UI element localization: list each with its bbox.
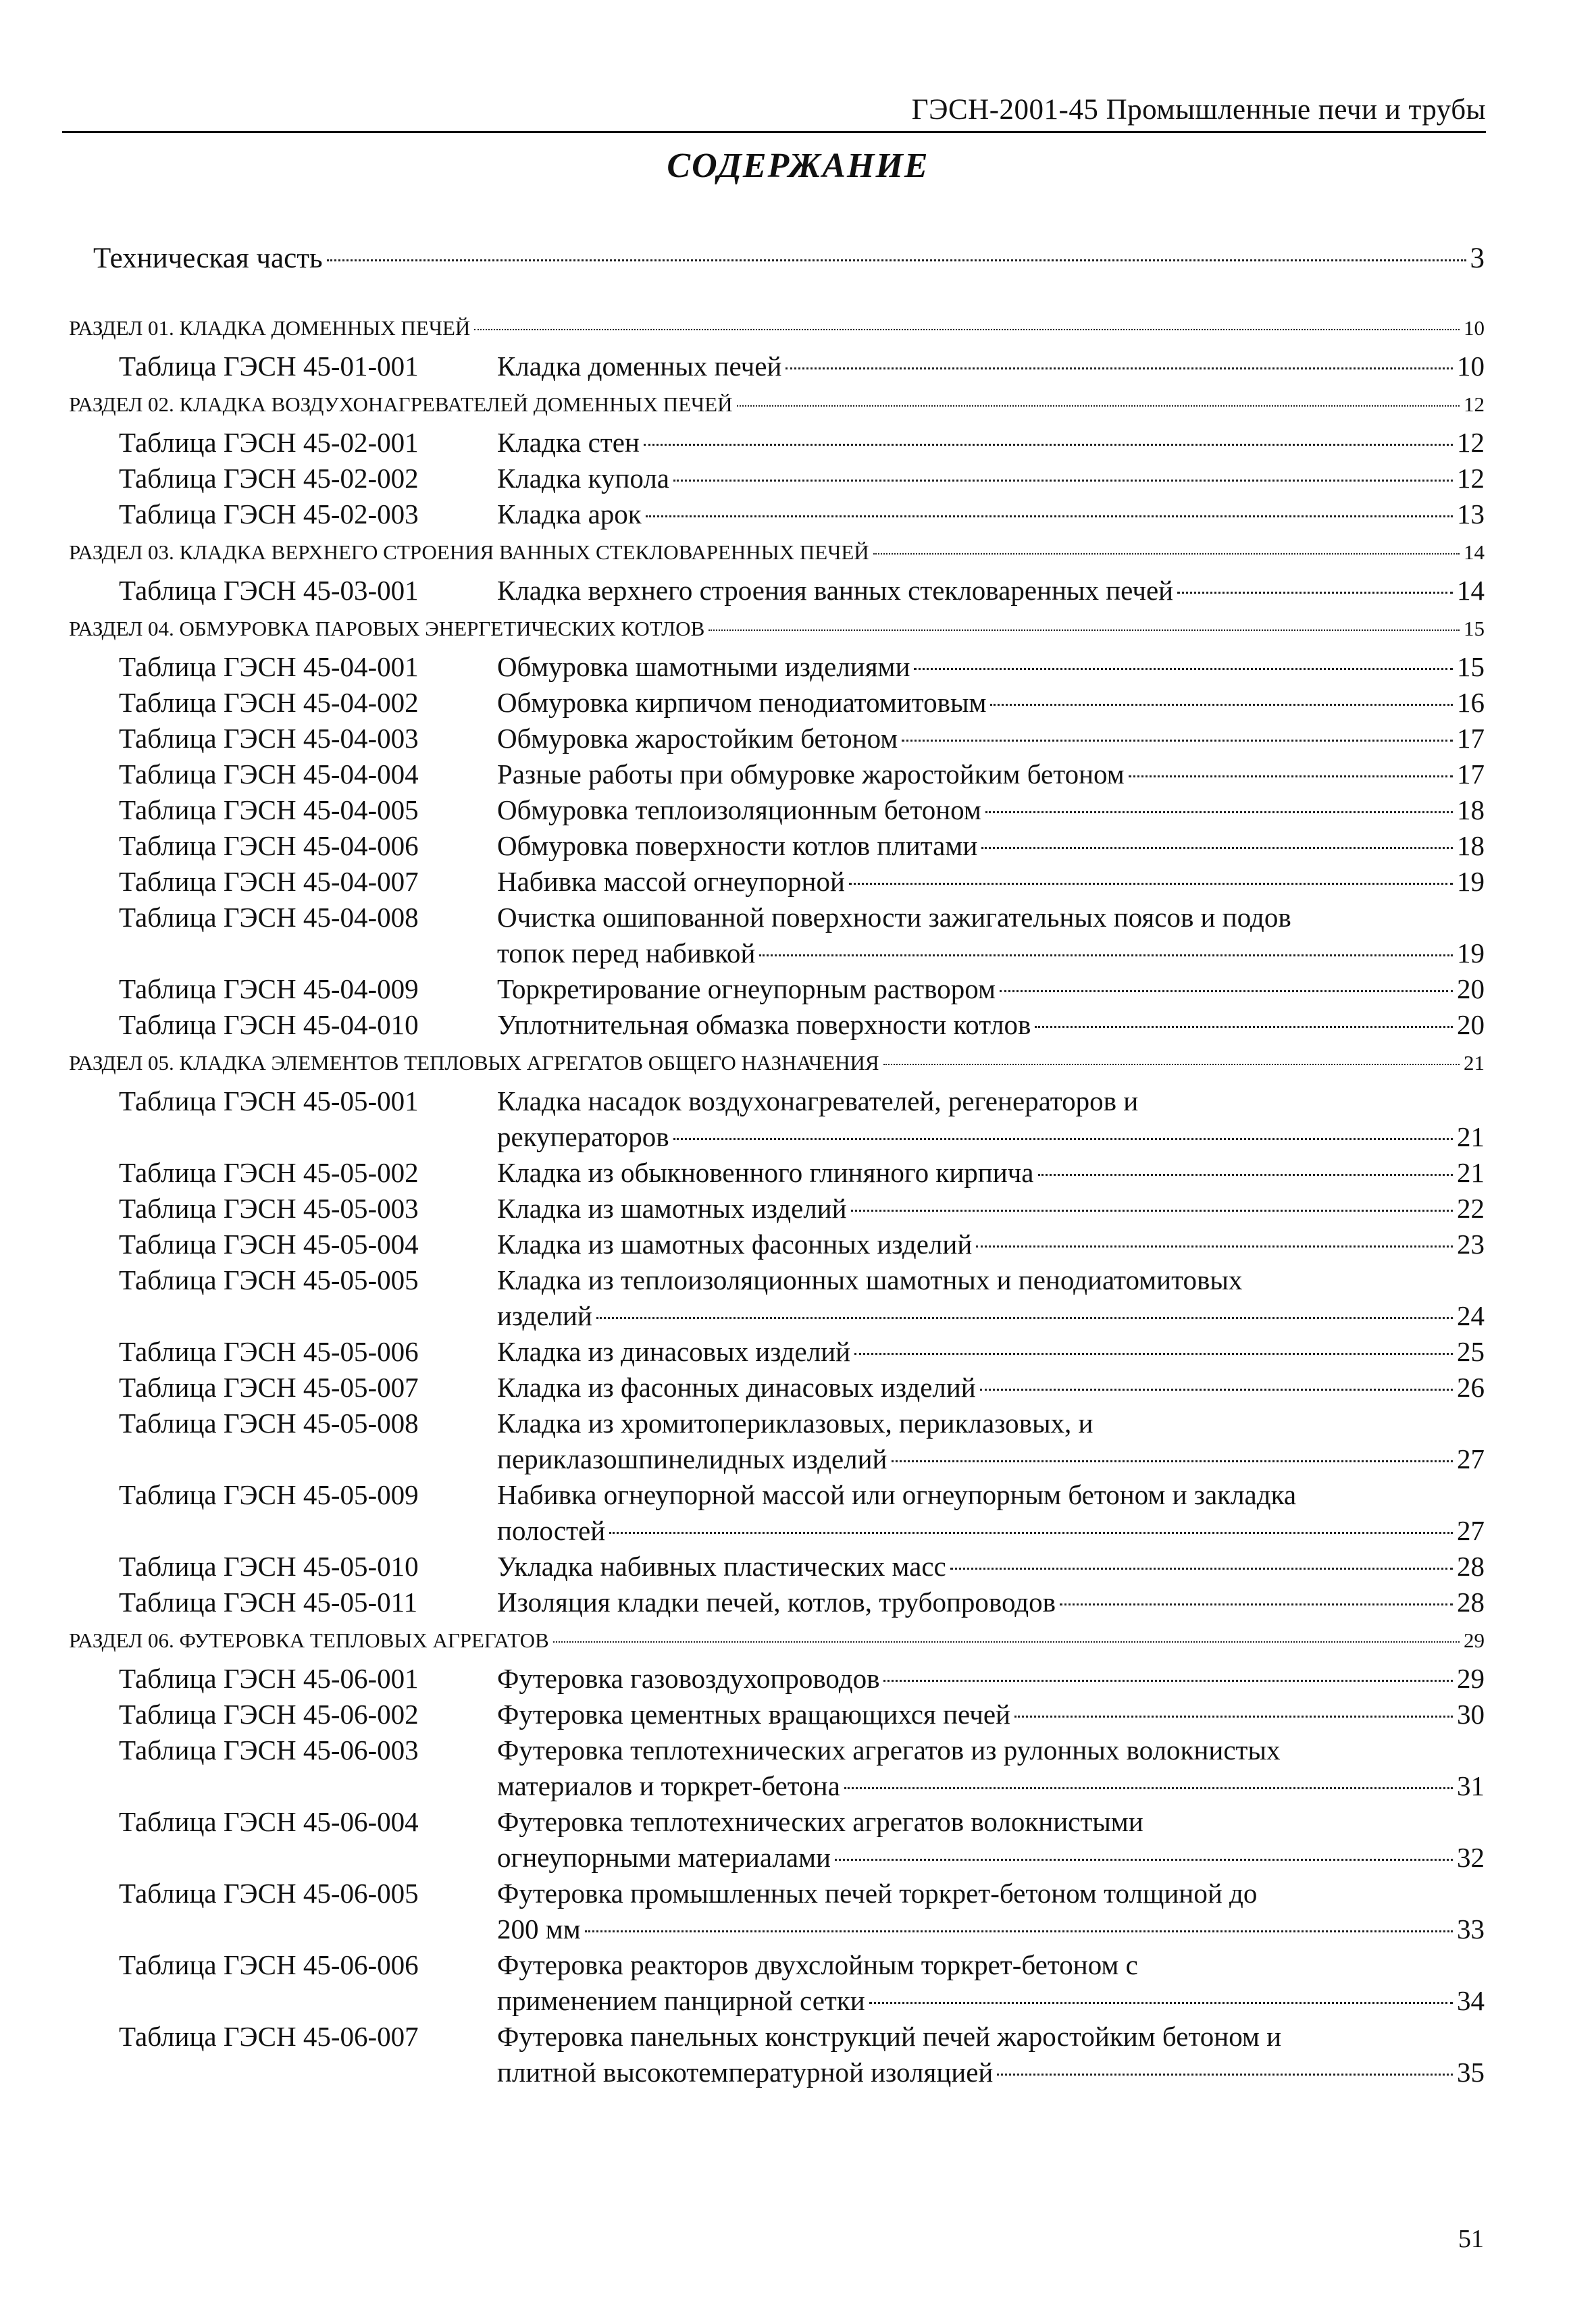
entry-body	[497, 792, 1485, 828]
entry-page: 20	[1457, 1009, 1485, 1040]
entry-title: полостей	[497, 1515, 606, 1546]
entry-body	[497, 1585, 1485, 1620]
entry-title-first-line: Футеровка реакторов двухслойным торкрет-бетоном с	[497, 1949, 1138, 1980]
entry-body	[497, 1876, 1485, 1947]
entry-page: 31	[1457, 1770, 1485, 1801]
section-page: 14	[1464, 540, 1485, 564]
toc-entry[interactable]	[69, 721, 1485, 756]
table-code: Таблица ГЭСН 45-05-006	[119, 1336, 419, 1367]
entry-title: Кладка из обыкновенного глиняного кирпича	[497, 1157, 1034, 1188]
entry-page: 28	[1457, 1551, 1485, 1582]
table-code: Таблица ГЭСН 45-02-002	[119, 463, 419, 494]
toc-section-heading[interactable]	[69, 392, 1485, 425]
dot-leader	[883, 1064, 1460, 1065]
dot-leader	[644, 444, 1453, 446]
section-page: 29	[1464, 1628, 1485, 1652]
dot-leader	[1060, 1603, 1453, 1605]
entry-page: 35	[1457, 2057, 1485, 2088]
toc-section-heading[interactable]	[69, 316, 1485, 349]
entry-page: 18	[1457, 794, 1485, 825]
entry-title: Обмуровка поверхности котлов плитами	[497, 830, 978, 861]
entry-title: Укладка набивных пластических масс	[497, 1551, 946, 1582]
dot-leader	[985, 811, 1453, 813]
entry-body	[497, 1370, 1485, 1406]
toc-intro-page: 3	[1470, 242, 1485, 274]
entry-title: плитной высокотемпературной изоляцией	[497, 2057, 994, 2088]
entry-page: 27	[1457, 1443, 1485, 1474]
entry-page: 19	[1457, 866, 1485, 897]
table-code: Таблица ГЭСН 45-05-005	[119, 1264, 419, 1295]
entry-body	[497, 828, 1485, 864]
entry-title-first-line: Кладка из теплоизоляционных шамотных и пенодиатомитовых	[497, 1264, 1243, 1295]
entry-title: материалов и торкрет-бетона	[497, 1770, 840, 1801]
toc-entry[interactable]	[69, 1697, 1485, 1732]
entry-title: Кладка верхнего строения ванных стекловаренных печей	[497, 575, 1174, 606]
table-code: Таблица ГЭСН 45-06-003	[119, 1734, 419, 1766]
table-code: Таблица ГЭСН 45-05-003	[119, 1193, 419, 1224]
dot-leader	[1000, 990, 1453, 992]
section-page: 15	[1464, 617, 1485, 640]
entry-body	[497, 1155, 1485, 1191]
section-title: РАЗДЕЛ 04. ОБМУРОВКА ПАРОВЫХ ЭНЕРГЕТИЧЕСКИХ КОТЛОВ	[69, 617, 705, 640]
dot-leader	[786, 367, 1453, 369]
dot-leader	[474, 329, 1460, 330]
dot-leader	[585, 1930, 1453, 1932]
entry-body	[497, 1549, 1485, 1585]
entry-body	[497, 1804, 1485, 1876]
table-code: Таблица ГЭСН 45-02-003	[119, 498, 419, 530]
table-code: Таблица ГЭСН 45-04-002	[119, 687, 419, 718]
entry-body	[497, 864, 1485, 900]
entry-body	[497, 2019, 1485, 2090]
entry-body	[497, 685, 1485, 721]
running-header: ГЭСН-2001-45 Промышленные печи и трубы	[911, 94, 1486, 126]
section-title: РАЗДЕЛ 05. КЛАДКА ЭЛЕМЕНТОВ ТЕПЛОВЫХ АГРЕГАТОВ ОБЩЕГО НАЗНАЧЕНИЯ	[69, 1051, 879, 1075]
dot-leader	[851, 1210, 1453, 1212]
dot-leader	[673, 1138, 1453, 1140]
entry-title: Кладка из фасонных динасовых изделий	[497, 1372, 976, 1403]
entry-body	[497, 721, 1485, 756]
entry-body	[497, 1697, 1485, 1732]
dot-leader	[1014, 1716, 1453, 1718]
entry-page: 14	[1457, 575, 1485, 606]
table-code: Таблица ГЭСН 45-02-001	[119, 427, 419, 458]
entry-title: Обмуровка жаростойким бетоном	[497, 723, 898, 754]
entry-title: изделий	[497, 1300, 592, 1331]
table-code: Таблица ГЭСН 45-04-005	[119, 794, 419, 825]
dot-leader	[869, 2002, 1453, 2004]
dot-leader	[980, 1389, 1453, 1391]
table-code: Таблица ГЭСН 45-04-010	[119, 1009, 419, 1040]
entry-page: 21	[1457, 1157, 1485, 1188]
table-code: Таблица ГЭСН 45-04-003	[119, 723, 419, 754]
table-code: Таблица ГЭСН 45-05-009	[119, 1479, 419, 1510]
dot-leader	[950, 1568, 1453, 1570]
toc-entry[interactable]	[69, 756, 1485, 792]
entry-page: 23	[1457, 1229, 1485, 1260]
table-code: Таблица ГЭСН 45-05-002	[119, 1157, 419, 1188]
toc-entry[interactable]	[69, 1876, 1485, 1947]
entry-title: Кладка арок	[497, 498, 642, 530]
entry-title-first-line: Футеровка теплотехнических агрегатов волокнистыми	[497, 1806, 1143, 1837]
entry-title: Обмуровка шамотными изделиями	[497, 651, 910, 682]
entry-title: Обмуровка кирпичом пенодиатомитовым	[497, 687, 987, 718]
entry-body	[497, 1227, 1485, 1262]
table-code: Таблица ГЭСН 45-03-001	[119, 575, 419, 606]
table-code: Таблица ГЭСН 45-06-005	[119, 1878, 419, 1909]
toc-entry[interactable]	[69, 2019, 1485, 2090]
entry-body	[497, 573, 1485, 609]
dot-leader	[709, 629, 1460, 631]
entry-page: 26	[1457, 1372, 1485, 1403]
toc-entry[interactable]	[69, 1732, 1485, 1804]
entry-page: 22	[1457, 1193, 1485, 1224]
dot-leader	[914, 668, 1453, 670]
dot-leader	[883, 1680, 1453, 1682]
dot-leader	[892, 1460, 1453, 1462]
entry-title: Кладка купола	[497, 463, 670, 494]
dot-leader	[327, 259, 1466, 261]
entry-page: 16	[1457, 687, 1485, 718]
toc-entry[interactable]	[69, 1227, 1485, 1262]
toc-entry[interactable]	[69, 685, 1485, 721]
toc-entry[interactable]	[69, 1477, 1485, 1549]
entry-title-first-line: Футеровка промышленных печей торкрет-бетоном толщиной до	[497, 1878, 1258, 1909]
toc-section-heading[interactable]	[69, 1628, 1485, 1661]
page-title: СОДЕРЖАНИЕ	[667, 147, 929, 185]
entry-body	[497, 1007, 1485, 1043]
toc-entry[interactable]	[69, 496, 1485, 532]
toc-entry[interactable]	[69, 864, 1485, 900]
entry-page: 18	[1457, 830, 1485, 861]
toc-intro-entry[interactable]	[93, 242, 1485, 284]
table-code: Таблица ГЭСН 45-05-007	[119, 1372, 419, 1403]
entry-body	[497, 496, 1485, 532]
table-code: Таблица ГЭСН 45-05-010	[119, 1551, 419, 1582]
entry-title: Торкретирование огнеупорным раствором	[497, 973, 996, 1004]
dot-leader	[737, 405, 1460, 407]
entry-title-first-line: Очистка ошипованной поверхности зажигательных поясов и подов	[497, 902, 1291, 933]
entry-body	[497, 349, 1485, 384]
dot-leader	[1035, 1026, 1453, 1028]
toc-entry[interactable]	[69, 1334, 1485, 1370]
entry-title: Набивка массой огнеупорной	[497, 866, 845, 897]
dot-leader	[646, 515, 1453, 517]
entry-body	[497, 425, 1485, 461]
entry-title: Кладка из динасовых изделий	[497, 1336, 851, 1367]
entry-page: 33	[1457, 1913, 1485, 1945]
entry-title: Кладка из шамотных фасонных изделий	[497, 1229, 973, 1260]
toc-entry[interactable]	[69, 1661, 1485, 1697]
dot-leader	[990, 704, 1453, 706]
table-code: Таблица ГЭСН 45-04-009	[119, 973, 419, 1004]
table-code: Таблица ГЭСН 45-04-006	[119, 830, 419, 861]
page-number: 51	[1458, 2225, 1484, 2253]
toc-entry[interactable]	[69, 1007, 1485, 1043]
section-title: РАЗДЕЛ 02. КЛАДКА ВОЗДУХОНАГРЕВАТЕЛЕЙ ДОМЕННЫХ ПЕЧЕЙ	[69, 392, 733, 416]
entry-page: 17	[1457, 759, 1485, 790]
entry-title: Разные работы при обмуровке жаростойким бетоном	[497, 759, 1125, 790]
dot-leader	[849, 883, 1453, 885]
toc-section-heading[interactable]	[69, 540, 1485, 573]
entry-title: Обмуровка теплоизоляционным бетоном	[497, 794, 981, 825]
dot-leader	[854, 1353, 1453, 1355]
entry-page: 20	[1457, 973, 1485, 1004]
entry-page: 12	[1457, 463, 1485, 494]
toc-entry[interactable]	[69, 792, 1485, 828]
dot-leader	[759, 954, 1453, 956]
entry-title-first-line: Набивка огнеупорной массой или огнеупорным бетоном и закладка	[497, 1479, 1297, 1510]
entry-title: топок перед набивкой	[497, 937, 756, 969]
table-code: Таблица ГЭСН 45-06-002	[119, 1699, 419, 1730]
entry-title: Кладка из шамотных изделий	[497, 1193, 847, 1224]
table-code: Таблица ГЭСН 45-04-001	[119, 651, 419, 682]
entry-title: применением панцирной сетки	[497, 1985, 865, 2016]
entry-body	[497, 1334, 1485, 1370]
dot-leader	[596, 1317, 1453, 1319]
entry-title: Кладка доменных печей	[497, 351, 782, 382]
entry-title: огнеупорными материалами	[497, 1842, 831, 1873]
dot-leader	[902, 740, 1453, 742]
table-code: Таблица ГЭСН 45-04-008	[119, 902, 419, 933]
toc-section-heading[interactable]	[69, 617, 1485, 649]
header-rule	[62, 131, 1486, 133]
table-code: Таблица ГЭСН 45-04-004	[119, 759, 419, 790]
table-of-contents	[69, 242, 1485, 2090]
section-page: 10	[1464, 316, 1485, 340]
entry-page: 21	[1457, 1121, 1485, 1152]
dot-leader	[553, 1641, 1460, 1643]
entry-body	[497, 1947, 1485, 2019]
entry-title-first-line: Кладка из хромитопериклазовых, периклазовых, и	[497, 1408, 1093, 1439]
entry-title: 200 мм	[497, 1913, 581, 1945]
table-code: Таблица ГЭСН 45-06-006	[119, 1949, 419, 1980]
entry-body	[497, 900, 1485, 971]
toc-entry[interactable]	[69, 649, 1485, 685]
entry-body	[497, 1191, 1485, 1227]
dot-leader	[844, 1787, 1453, 1789]
entry-body	[497, 1477, 1485, 1549]
entry-page: 34	[1457, 1985, 1485, 2016]
table-code: Таблица ГЭСН 45-01-001	[119, 351, 419, 382]
entry-page: 28	[1457, 1587, 1485, 1618]
entry-page: 25	[1457, 1336, 1485, 1367]
entry-title: рекуператоров	[497, 1121, 669, 1152]
entry-page: 24	[1457, 1300, 1485, 1331]
entry-body	[497, 1732, 1485, 1804]
toc-entry[interactable]	[69, 828, 1485, 864]
toc-entry[interactable]	[69, 1083, 1485, 1155]
dot-leader	[997, 2074, 1453, 2076]
table-code: Таблица ГЭСН 45-04-007	[119, 866, 419, 897]
entry-page: 12	[1457, 427, 1485, 458]
table-code: Таблица ГЭСН 45-05-001	[119, 1085, 419, 1116]
toc-entry[interactable]	[69, 900, 1485, 971]
entry-page: 27	[1457, 1515, 1485, 1546]
dot-leader	[1038, 1174, 1453, 1176]
dot-leader	[981, 847, 1453, 849]
entry-body	[497, 1083, 1485, 1155]
entry-title: Футеровка цементных вращающихся печей	[497, 1699, 1010, 1730]
toc-entry[interactable]	[69, 1370, 1485, 1406]
entry-title: Кладка стен	[497, 427, 640, 458]
entry-title: Уплотнительная обмазка поверхности котлов	[497, 1009, 1031, 1040]
section-page: 12	[1464, 392, 1485, 416]
toc-entry[interactable]	[69, 1585, 1485, 1620]
entry-page: 13	[1457, 498, 1485, 530]
entry-page: 10	[1457, 351, 1485, 382]
entry-page: 29	[1457, 1663, 1485, 1694]
entry-body	[497, 971, 1485, 1007]
dot-leader	[976, 1245, 1453, 1248]
toc-entry[interactable]	[69, 425, 1485, 461]
toc-entry[interactable]	[69, 573, 1485, 609]
toc-entry[interactable]	[69, 1549, 1485, 1585]
toc-entry[interactable]	[69, 1262, 1485, 1334]
entry-title-first-line: Кладка насадок воздухонагревателей, регенераторов и	[497, 1085, 1139, 1116]
toc-entry[interactable]	[69, 1155, 1485, 1191]
entry-page: 19	[1457, 937, 1485, 969]
dot-leader	[1177, 592, 1453, 594]
toc-entry[interactable]	[69, 971, 1485, 1007]
entry-title-first-line: Футеровка панельных конструкций печей жаростойким бетоном и	[497, 2021, 1282, 2052]
toc-entry[interactable]	[69, 1191, 1485, 1227]
table-code: Таблица ГЭСН 45-06-004	[119, 1806, 419, 1837]
dot-leader	[835, 1859, 1453, 1861]
entry-title: Футеровка газовоздухопроводов	[497, 1663, 880, 1694]
entry-title: Изоляция кладки печей, котлов, трубопроводов	[497, 1587, 1056, 1618]
toc-entry[interactable]	[69, 461, 1485, 496]
table-code: Таблица ГЭСН 45-05-011	[119, 1587, 418, 1618]
entry-body	[497, 461, 1485, 496]
entry-body	[497, 649, 1485, 685]
entry-body	[497, 1406, 1485, 1477]
entry-title-first-line: Футеровка теплотехнических агрегатов из рулонных волокнистых	[497, 1734, 1281, 1766]
entry-page: 17	[1457, 723, 1485, 754]
toc-section-heading[interactable]	[69, 1051, 1485, 1083]
table-code: Таблица ГЭСН 45-05-004	[119, 1229, 419, 1260]
toc-entry[interactable]	[69, 1804, 1485, 1876]
entry-title: периклазошпинелидных изделий	[497, 1443, 887, 1474]
toc-entry[interactable]	[69, 349, 1485, 384]
entry-page: 15	[1457, 651, 1485, 682]
dot-leader	[673, 480, 1453, 482]
entry-body	[497, 1661, 1485, 1697]
toc-entry[interactable]	[69, 1406, 1485, 1477]
table-code: Таблица ГЭСН 45-06-007	[119, 2021, 419, 2052]
entry-page: 30	[1457, 1699, 1485, 1730]
toc-entry[interactable]	[69, 1947, 1485, 2019]
dot-leader	[873, 553, 1460, 555]
table-code: Таблица ГЭСН 45-05-008	[119, 1408, 419, 1439]
section-title: РАЗДЕЛ 03. КЛАДКА ВЕРХНЕГО СТРОЕНИЯ ВАННЫХ СТЕКЛОВАРЕННЫХ ПЕЧЕЙ	[69, 540, 869, 564]
entry-page: 32	[1457, 1842, 1485, 1873]
dot-leader	[1129, 775, 1453, 777]
entry-body	[497, 1262, 1485, 1334]
entry-body	[497, 756, 1485, 792]
table-code: Таблица ГЭСН 45-06-001	[119, 1663, 419, 1694]
section-title: РАЗДЕЛ 06. ФУТЕРОВКА ТЕПЛОВЫХ АГРЕГАТОВ	[69, 1628, 549, 1652]
section-page: 21	[1464, 1051, 1485, 1075]
dot-leader	[609, 1532, 1453, 1534]
section-title: РАЗДЕЛ 01. КЛАДКА ДОМЕННЫХ ПЕЧЕЙ	[69, 316, 471, 340]
toc-intro-label: Техническая часть	[93, 242, 323, 274]
